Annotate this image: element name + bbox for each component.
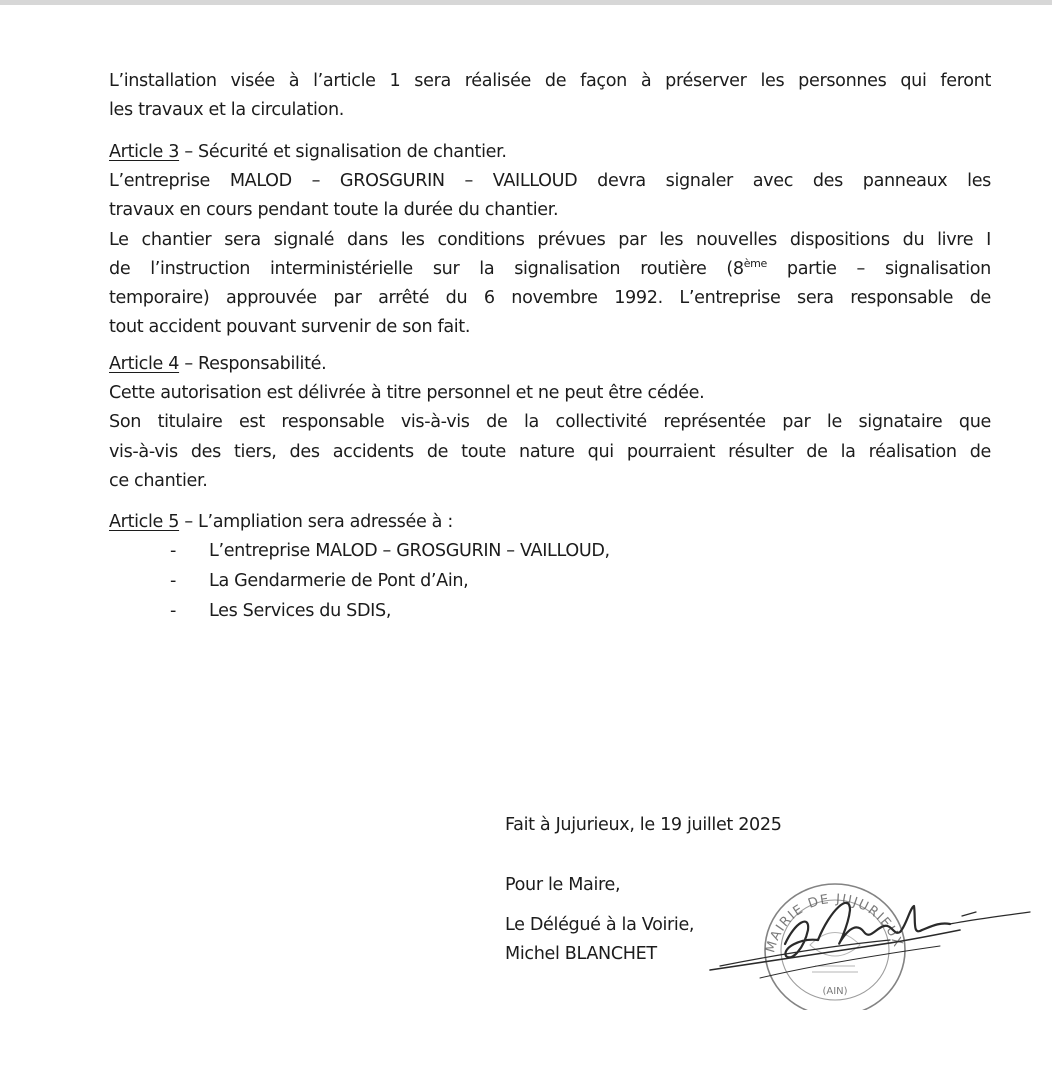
article-4-title: Article 4 xyxy=(109,354,180,374)
intro-line-1: L’installation visée à l’article 1 sera réalisée de façon à préserver les personnes qui feront xyxy=(109,71,991,91)
article-5 xyxy=(109,508,991,537)
signatory-role: Le Délégué à la Voirie, xyxy=(505,915,695,935)
list-dash: - xyxy=(170,600,176,621)
article-3-heading xyxy=(109,138,991,167)
recipient-text: La Gendarmerie de Pont d’Ain, xyxy=(209,570,469,591)
article-5-heading xyxy=(109,508,991,537)
article-3-line-2: travaux en cours pendant toute la durée du chantier. xyxy=(109,200,559,221)
article-3-line-4b: partie – signalisation xyxy=(766,258,991,279)
article-5-title: Article 5 xyxy=(109,512,180,532)
article-4-subject: – Responsabilité. xyxy=(179,354,327,374)
for-mayor: Pour le Maire, xyxy=(505,875,621,895)
article-4 xyxy=(109,350,991,496)
article-4-heading xyxy=(109,350,991,379)
article-4-line-3: vis-à-vis des tiers, des accidents de toute nature qui pourraient résulter de la réalisation de xyxy=(109,441,991,462)
recipient-list xyxy=(170,537,610,626)
top-edge-shadow xyxy=(0,0,1052,5)
list-item xyxy=(170,567,610,597)
article-3-line-3: Le chantier sera signalé dans les conditions prévues par les nouvelles dispositions du livre I xyxy=(109,229,991,250)
article-3-subject: – Sécurité et signalisation de chantier. xyxy=(179,142,507,162)
article-4-line-2: Son titulaire est responsable vis-à-vis de la collectivité représentée par le signataire que xyxy=(109,412,991,433)
article-3-line-4 xyxy=(109,255,991,284)
article-3 xyxy=(109,138,991,342)
recipient-text: L’entreprise MALOD – GROSGURIN – VAILLOUD, xyxy=(209,541,610,561)
list-dash: - xyxy=(170,570,176,591)
intro-paragraph xyxy=(109,67,991,125)
place-date: Fait à Jujurieux, le 19 juillet 2025 xyxy=(505,815,782,835)
stamp-ring-text: MAIRIE DE JUJURIEUX xyxy=(763,891,906,955)
signatory-name: Michel BLANCHET xyxy=(505,944,657,964)
article-4-line-4: ce chantier. xyxy=(109,470,208,491)
recipient-text: Les Services du SDIS, xyxy=(209,600,392,621)
superscript-eme: ème xyxy=(743,256,767,270)
article-4-line-1: Cette autorisation est délivrée à titre personnel et ne peut être cédée. xyxy=(109,383,705,404)
article-3-line-4a: de l’instruction interministérielle sur la signalisation routière (8 xyxy=(109,258,744,279)
article-3-line-6: tout accident pouvant survenir de son fait. xyxy=(109,317,471,338)
intro-line-2: les travaux et la circulation. xyxy=(109,100,345,121)
article-3-line-5: temporaire) approuvée par arrêté du 6 novembre 1992. L’entreprise sera responsable de xyxy=(109,288,991,309)
list-dash: - xyxy=(170,541,176,561)
article-5-subject: – L’ampliation sera adressée à : xyxy=(179,512,453,532)
list-item xyxy=(170,597,610,627)
stamp-bottom-text: (AIN) xyxy=(822,986,848,997)
article-3-line-1: L’entreprise MALOD – GROSGURIN – VAILLOUD devra signaler avec des panneaux les xyxy=(109,171,991,192)
article-3-title: Article 3 xyxy=(109,142,180,162)
list-item xyxy=(170,537,610,567)
mairie-stamp-signature xyxy=(700,870,1040,1010)
